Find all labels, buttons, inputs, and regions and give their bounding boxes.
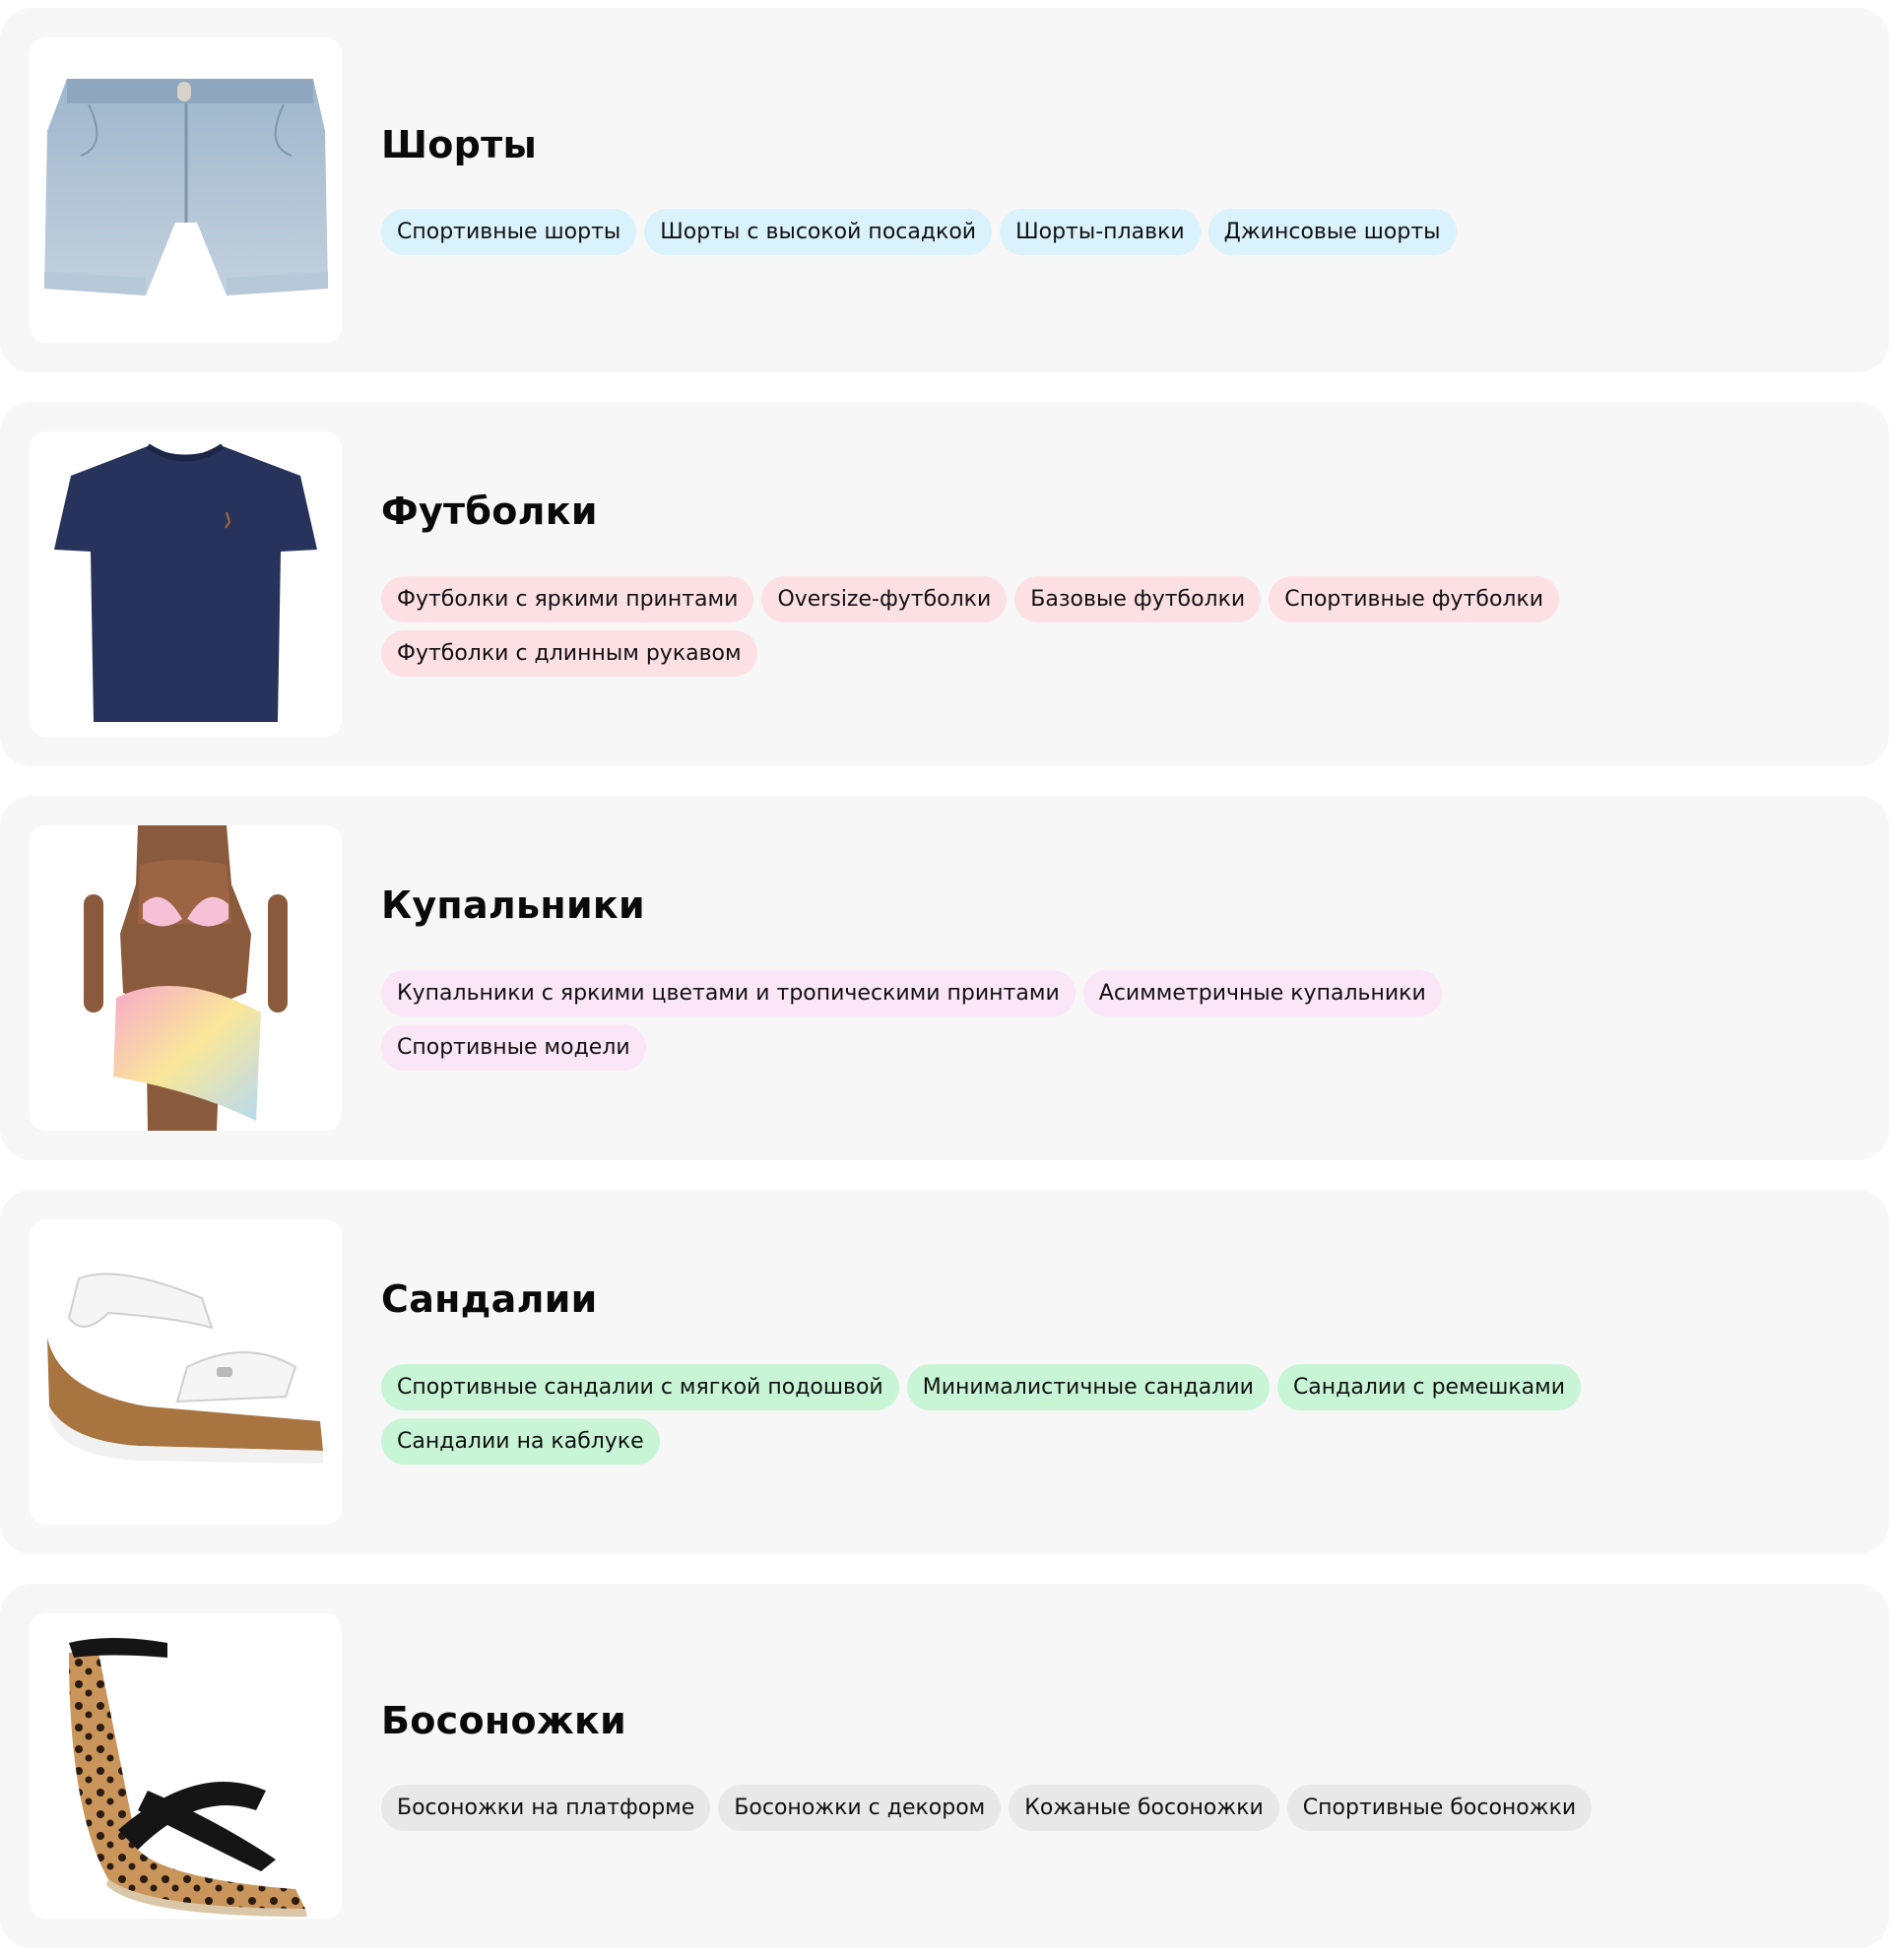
subcategory-chip[interactable]: Асимметричные купальники (1083, 970, 1442, 1016)
category-content (381, 796, 1850, 1160)
subcategory-chips (381, 1364, 1602, 1465)
subcategory-chip[interactable]: Спортивные шорты (381, 209, 636, 255)
category-title[interactable]: Босоножки (381, 1698, 626, 1742)
category-card-shorts[interactable] (0, 8, 1889, 372)
subcategory-chip[interactable]: Шорты-плавки (1000, 209, 1201, 255)
category-card-tshirts[interactable] (0, 402, 1889, 766)
swimsuit-model-image[interactable] (30, 825, 342, 1131)
category-title[interactable]: Купальники (381, 883, 645, 928)
subcategory-chip[interactable]: Босоножки с декором (718, 1785, 1001, 1831)
navy-tshirt-image[interactable] (30, 431, 342, 737)
subcategory-chip[interactable]: Спортивные модели (381, 1024, 646, 1071)
denim-shorts-image[interactable] (30, 37, 342, 343)
category-title[interactable]: Шорты (381, 122, 538, 166)
subcategory-chips (381, 209, 1602, 255)
subcategory-chip[interactable]: Базовые футболки (1014, 576, 1261, 622)
category-card-sandals[interactable] (0, 1190, 1889, 1554)
category-content (381, 1190, 1850, 1554)
subcategory-chip[interactable]: Джинсовые шорты (1208, 209, 1457, 255)
subcategory-chip[interactable]: Сандалии на каблуке (381, 1418, 660, 1465)
subcategory-chip[interactable]: Купальники с яркими цветами и тропическими принтами (381, 970, 1076, 1016)
subcategory-chip[interactable]: Шорты с высокой посадкой (644, 209, 992, 255)
wedge-sandal-image[interactable] (30, 1613, 342, 1919)
category-content (381, 402, 1850, 766)
subcategory-chip[interactable]: Кожаные босоножки (1009, 1785, 1279, 1831)
subcategory-chip[interactable]: Футболки с длинным рукавом (381, 630, 757, 677)
subcategory-chip[interactable]: Футболки с яркими принтами (381, 576, 753, 622)
subcategory-chip[interactable]: Минималистичные сандалии (907, 1364, 1270, 1410)
subcategory-chips (381, 576, 1602, 677)
subcategory-chip[interactable]: Сандалии с ремешками (1277, 1364, 1581, 1410)
category-title[interactable]: Футболки (381, 490, 598, 534)
subcategory-chips (381, 1785, 1602, 1831)
subcategory-chip[interactable]: Спортивные сандалии с мягкой подошвой (381, 1364, 899, 1410)
white-sandal-image[interactable] (30, 1219, 342, 1525)
category-card-wedges[interactable] (0, 1584, 1889, 1948)
subcategory-chip[interactable]: Спортивные босоножки (1287, 1785, 1592, 1831)
category-content (381, 1584, 1850, 1948)
category-card-swimsuits[interactable] (0, 796, 1889, 1160)
subcategory-chip[interactable]: Oversize-футболки (761, 576, 1007, 622)
category-title[interactable]: Сандалии (381, 1277, 598, 1322)
category-content (381, 8, 1850, 372)
subcategory-chips (381, 970, 1602, 1071)
subcategory-chip[interactable]: Босоножки на платформе (381, 1785, 710, 1831)
subcategory-chip[interactable]: Спортивные футболки (1269, 576, 1559, 622)
